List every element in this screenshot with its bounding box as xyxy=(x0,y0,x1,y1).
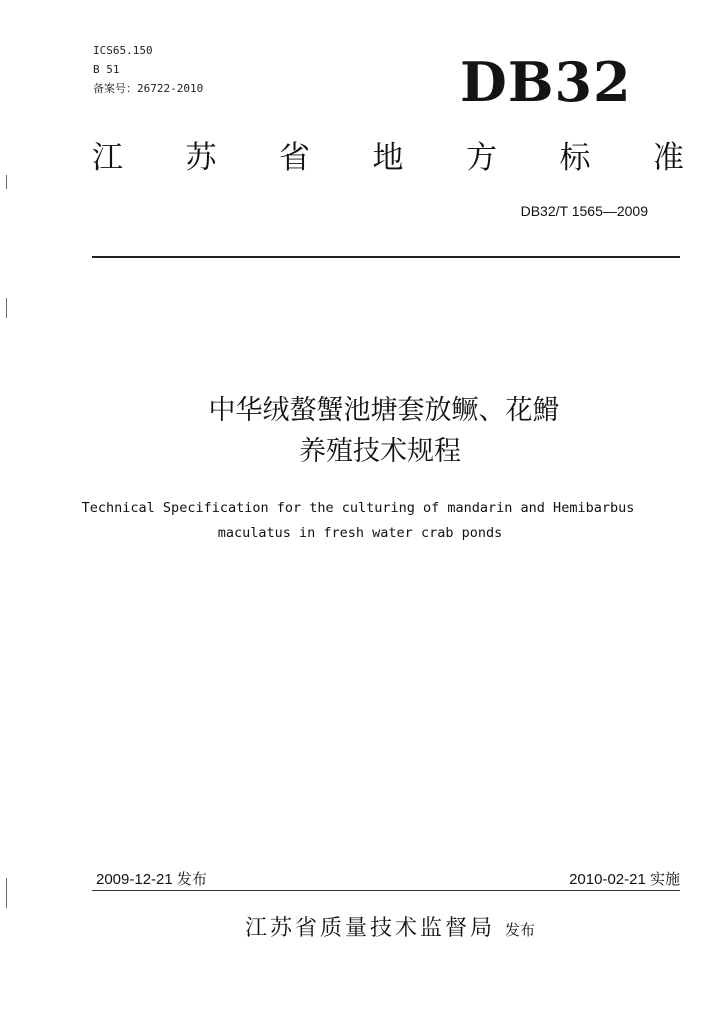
ccs-code: B 51 xyxy=(93,63,120,76)
title-cn-line1: 中华绒螯蟹池塘套放鳜、花䱻 xyxy=(208,395,560,426)
publisher-name: 江苏省质量技术监督局 xyxy=(244,916,495,941)
standard-number: DB32/T 1565—2009 xyxy=(520,203,648,219)
issue-date: 2009-12-21 发布 xyxy=(96,871,207,888)
publisher-action: 发布 xyxy=(505,921,536,939)
heading-char: 省 xyxy=(279,140,310,176)
title-en-line1: Technical Specification for the culturing of mandarin and Hemibarbus xyxy=(81,500,635,516)
heading-char: 苏 xyxy=(185,140,217,176)
footer-rule xyxy=(92,890,680,891)
heading-char: 地 xyxy=(372,140,404,176)
title-en-line2: maculatus in fresh water crab ponds xyxy=(217,525,503,541)
filing-number: 备案号：26722-2010 xyxy=(93,82,204,95)
standard-type-heading xyxy=(92,138,684,178)
ics-code: ICS65.150 xyxy=(93,44,153,57)
heading-char: 准 xyxy=(653,140,684,176)
title-cn-line2: 养殖技术规程 xyxy=(299,436,461,467)
heading-char: 江 xyxy=(92,140,123,176)
scan-mark xyxy=(6,878,7,908)
heading-char: 方 xyxy=(466,140,497,176)
scan-mark xyxy=(6,298,7,318)
heading-char: 标 xyxy=(559,140,591,176)
db-code-logo: DB32 xyxy=(460,50,632,114)
publisher-row xyxy=(0,914,724,944)
implementation-date: 2010-02-21 实施 xyxy=(569,871,680,888)
header-rule xyxy=(92,256,680,258)
scan-mark xyxy=(6,175,7,189)
